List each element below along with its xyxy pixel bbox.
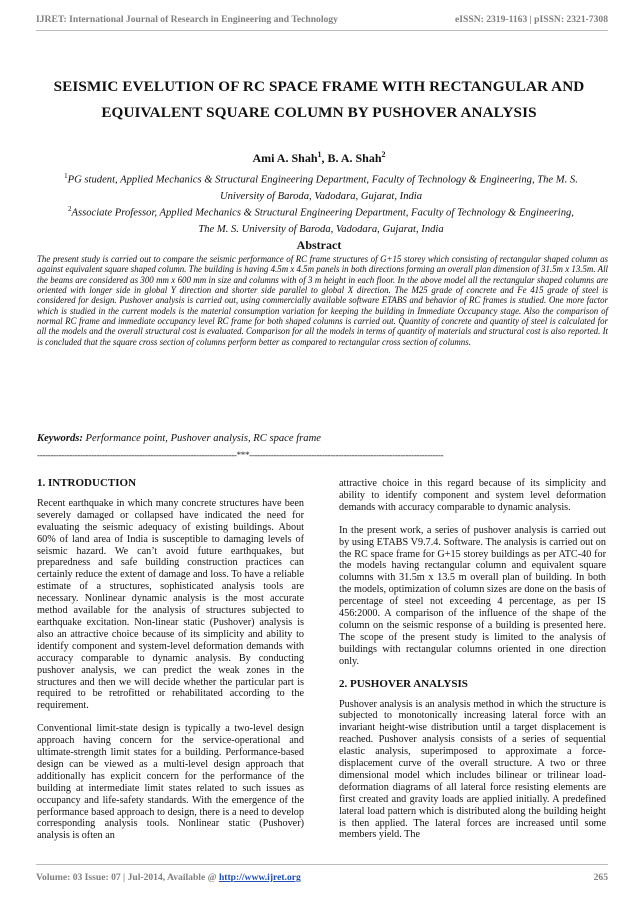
- author-line: [0, 150, 638, 166]
- keywords-label: Keywords:: [37, 433, 83, 444]
- footer-volume-text: Volume: 03 Issue: 07 | Jul-2014, Available @: [36, 872, 219, 883]
- keywords: [37, 433, 321, 444]
- intro-paragraph-1: Recent earthquake in which many concrete structures have been severely damaged or collapsed have indicated the need for evaluating the seismic adequacy of existing buildings. About 60% of land area of India is susceptible to damaging levels of seismic hazard. We can’t avoid future earthquakes, but preparedness and safe building construction practices can certainly reduce the extent of damage and loss. To have a reliable estimate of a structures, sophisticated analysis tools are necessary. Nonlinear dynamic analysis is the most accurate method available for the analysis of structures subjected to earthquake excitation. Non-linear static (Pushover) analysis is also an attractive choice because of its simplicity and ability to identify component and system-level deformation demands with accuracy comparable to dynamic analysis. By conducting pushover analysis, we can predict the weak zones in the structures and then we will decide whether the particular part is required to be retrofitted or rehabilitated according to the requirement.: [37, 497, 304, 712]
- issn-info: eISSN: 2319-1163 | pISSN: 2321-7308: [455, 14, 608, 25]
- introduction-heading: 1. INTRODUCTION: [37, 477, 137, 489]
- author-2-affil-mark: 2: [381, 150, 386, 159]
- intro-paragraph-2: Conventional limit-state design is typically a two-level design approach having concern for the service-operational and ultimate-strength limit states for a building. Performance-based design can be viewed as a multi-level design approach that additionally has explicit concern for the performance of the building at intermediate limit states related to such issues as occupancy and life-safety standards. With the emergence of the performance based approach to design, there is a need to develop corresponding analysis tools. Nonlinear static (Pushover) analysis is often an: [37, 723, 304, 842]
- footer-rule: [36, 864, 608, 865]
- affiliation-1: [60, 168, 582, 205]
- right-column: [339, 478, 606, 852]
- pushover-heading: 2. PUSHOVER ANALYSIS: [339, 677, 468, 690]
- author-2: B. A. Shah: [327, 151, 382, 165]
- intro-paragraph-3: attractive choice in this regard because of its simplicity and ability to identify component and system level deformation demands with accuracy comparable to dynamic analysis.: [339, 478, 606, 513]
- author-1-affil-mark: 1: [317, 150, 322, 159]
- section-separator: --------------------------------------------------------------------------***------------------------------------------------------------------------: [37, 450, 444, 460]
- affiliation-2: [60, 201, 582, 238]
- page-number: 265: [593, 872, 608, 883]
- affiliation-1-text: PG student, Applied Mechanics & Structural Engineering Department, Faculty of Technology & Engineering, The M. S. University of Baroda, Vadodara, Gujarat, India: [67, 174, 578, 202]
- journal-name: IJRET: International Journal of Research in Engineering and Technology: [36, 14, 338, 25]
- author-1: Ami A. Shah: [252, 151, 318, 165]
- journal-website-link[interactable]: http://www.ijret.org: [218, 872, 301, 883]
- intro-paragraph-4: In the present work, a series of pushover analysis is carried out by using ETABS V9.7.4. Software. The analysis is carried out on the RC space frame for G+15 storey buildings as per ATC-40 for the models having rectangular column and equivalent square columns with 31.5m x 13.5 m overall plan of building. In both the models, optimization of column sizes are done on the basis of percentage of steel not exceeding 4 percentage, as per IS 456:2000. A comparison of the influence of the shape of the column on the seismic response of a building is presented here. The scope of the present study is limited to the analysis of buildings with rectangular columns oriented in one direction only.: [339, 524, 606, 667]
- header-rule: [36, 30, 608, 31]
- running-header: [36, 14, 608, 25]
- author-separator: ,: [321, 151, 328, 165]
- affiliation-2-mark: 2: [68, 205, 72, 213]
- affiliation-1-mark: 1: [64, 172, 68, 180]
- affiliation-2-text: Associate Professor, Applied Mechanics & Structural Engineering Department, Faculty of Technology & Engineering, The M. S. University of Baroda, Vadodara, Gujarat, India: [71, 207, 574, 235]
- paper-title: SEISMIC EVELUTION OF RC SPACE FRAME WITH RECTANGULAR AND EQUIVALENT SQUARE COLUMN BY PUSHOVER ANALYSIS: [53, 78, 585, 121]
- abstract-heading: Abstract: [296, 238, 342, 252]
- abstract-text: The present study is carried out to compare the seismic performance of RC frame structures of G+15 storey which consisting of rectangular shaped column as against equivalent square shaped column. The building is having 4.5m x 4.5m panels in both directions forming an overall plan dimension of 31.5m x 13.5m. All the beams are considered as 300 mm x 600 mm in size and columns with of 3 m height in each floor. In the above model all the rectangular shaped columns are oriented with longer side in global Y direction and shorter side parallel to global X direction. The M25 grade of concrete and Fe 415 grade of steel is considered for design. Pushover analysis is carried out, using commercially available software ETABS and behavior of RC frames is studied. One more factor which is studied in the current models is the material consumption variation for keeping the building in Immediate Occupancy stage. Also the comparison of normal RC frame and immediate occupancy level RC frame for both shaped columns is carried out. Quantity of concrete and quantity of steel is calculated for all the models and the overall structural cost is evaluated. Comparison for all the models in terms of quantity of materials and structural cost is also reported. It is concluded that the square cross section of columns perform better as compared to rectangular cross section of columns.: [37, 254, 608, 347]
- pushover-paragraph-1: Pushover analysis is an analysis method in which the structure is subjected to monotonically increasing lateral force with an invariant height-wise distribution until a target displacement is reached. Pushover analysis consists of a series of sequential elastic analysis, superimposed to approximate a force-displacement curve of the overall structure. A two or three dimensional model which includes bilinear or trilinear load-deformation diagrams of all lateral force resisting elements are first created and gravity loads are applied initially. A predefined lateral load pattern which is distributed along the building height is then applied. The lateral forces are increased until some members yield. The: [339, 698, 606, 841]
- keywords-text: Performance point, Pushover analysis, RC space frame: [82, 433, 321, 444]
- running-footer: [36, 872, 608, 883]
- footer-volume: [36, 872, 301, 883]
- left-column: [37, 478, 304, 853]
